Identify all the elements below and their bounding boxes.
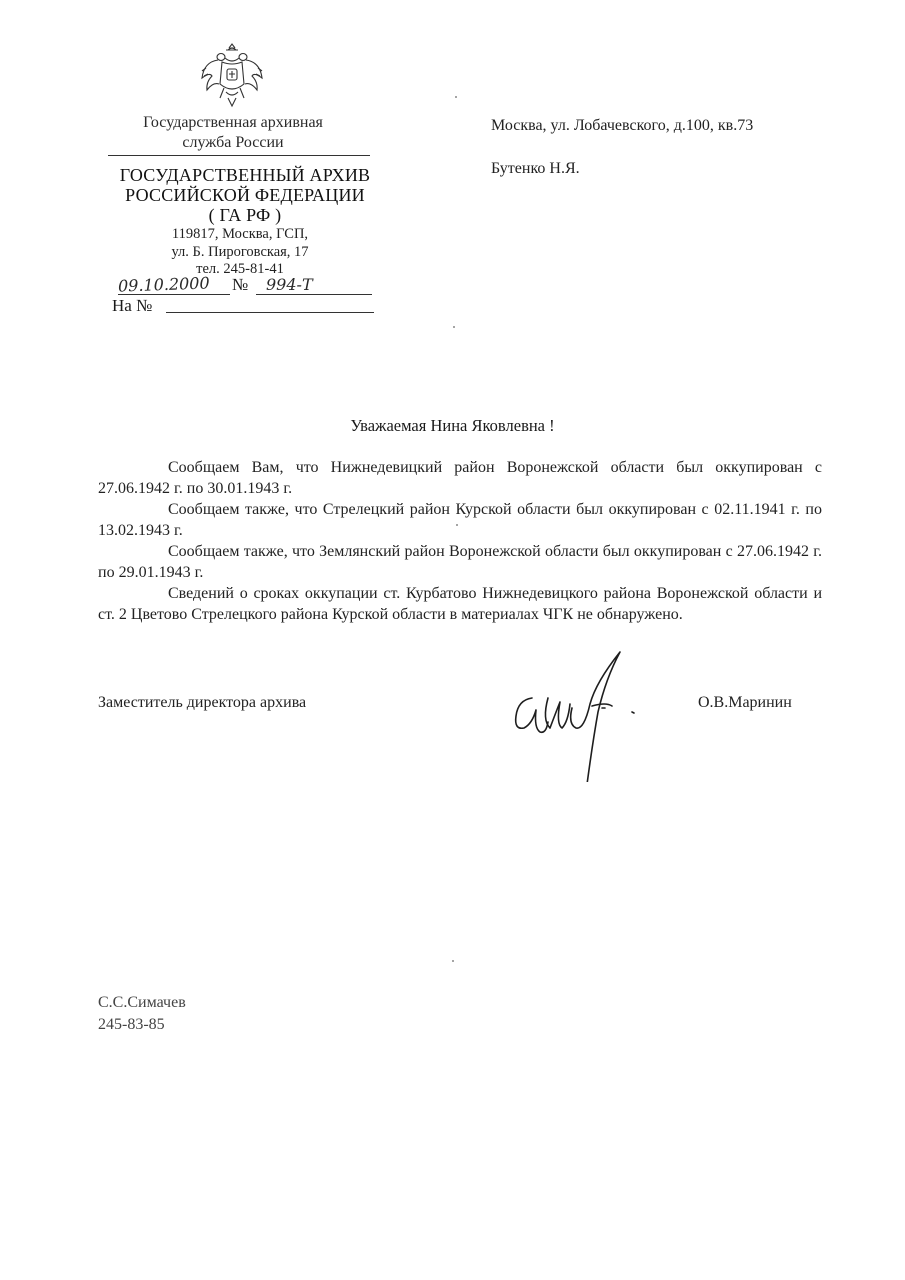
agency-name-line2: служба России	[182, 134, 284, 151]
archive-phone: тел. 245-81-41	[196, 261, 284, 277]
agency-name-line1: Государственная архивная	[143, 114, 323, 131]
reply-reference-line	[112, 296, 376, 316]
reply-reference-blank	[166, 312, 374, 313]
recipient-name: Бутенко Н.Я.	[491, 160, 580, 177]
address-line1: 119817, Москва, ГСП,	[171, 226, 309, 242]
registration-date: 09.10.2000	[117, 273, 210, 296]
body-paragraph-1: Сообщаем Вам, что Нижнедевицкий район Воронежской области был оккупирован с 27.06.1942 г. по 30.01.1943 г.	[98, 459, 822, 497]
signatory-title: Заместитель директора архива	[98, 694, 307, 711]
letterhead-divider	[108, 155, 370, 156]
registration-number: 994-Т	[266, 275, 313, 294]
registration-number-field	[256, 276, 372, 295]
body-paragraph-3: Сообщаем также, что Землянский район Воронежской области был оккупирован с 27.06.1942 г. по 29.01.1943 г.	[98, 543, 822, 581]
scan-speck	[456, 524, 458, 526]
archive-name-line2: РОССИЙСКОЙ ФЕДЕРАЦИИ	[125, 185, 365, 205]
registration-date-field	[117, 273, 230, 296]
archive-abbreviation: ( ГА РФ )	[208, 205, 282, 225]
scan-speck	[453, 326, 455, 328]
registration-number-label: №	[232, 275, 249, 294]
recipient-address: Москва, ул. Лобачевского, д.100, кв.73	[491, 117, 754, 134]
scan-speck	[455, 96, 457, 98]
letter-body	[98, 458, 822, 625]
archive-address	[140, 226, 340, 279]
executor-name: С.С.Симачев	[98, 994, 186, 1011]
registration-line	[112, 273, 374, 296]
signatory-name: О.В.Маринин	[698, 694, 792, 711]
archive-name-line1: ГОСУДАРСТВЕННЫЙ АРХИВ	[119, 165, 371, 185]
archive-name	[100, 165, 390, 225]
agency-name	[98, 113, 368, 153]
scan-speck	[452, 960, 454, 962]
body-paragraph-4: Сведений о сроках оккупации ст. Курбатово Нижнедевицкого района Воронежской области и ст. 2 Цветово Стрелецкого района Курской области в материалах ЧГК не обнаружено.	[98, 585, 822, 623]
address-line2: ул. Б. Пироговская, 17	[171, 243, 309, 260]
executor-phone: 245-83-85	[98, 1016, 165, 1033]
reply-reference-label: На №	[112, 296, 153, 315]
body-paragraph-2: Сообщаем также, что Стрелецкий район Курской области был оккупирован с 02.11.1941 г. по 13.02.1943 г.	[98, 501, 822, 539]
coat-of-arms-emblem	[198, 42, 266, 112]
greeting: Уважаемая Нина Яковлевна !	[350, 416, 555, 435]
handwritten-signature	[508, 648, 668, 782]
